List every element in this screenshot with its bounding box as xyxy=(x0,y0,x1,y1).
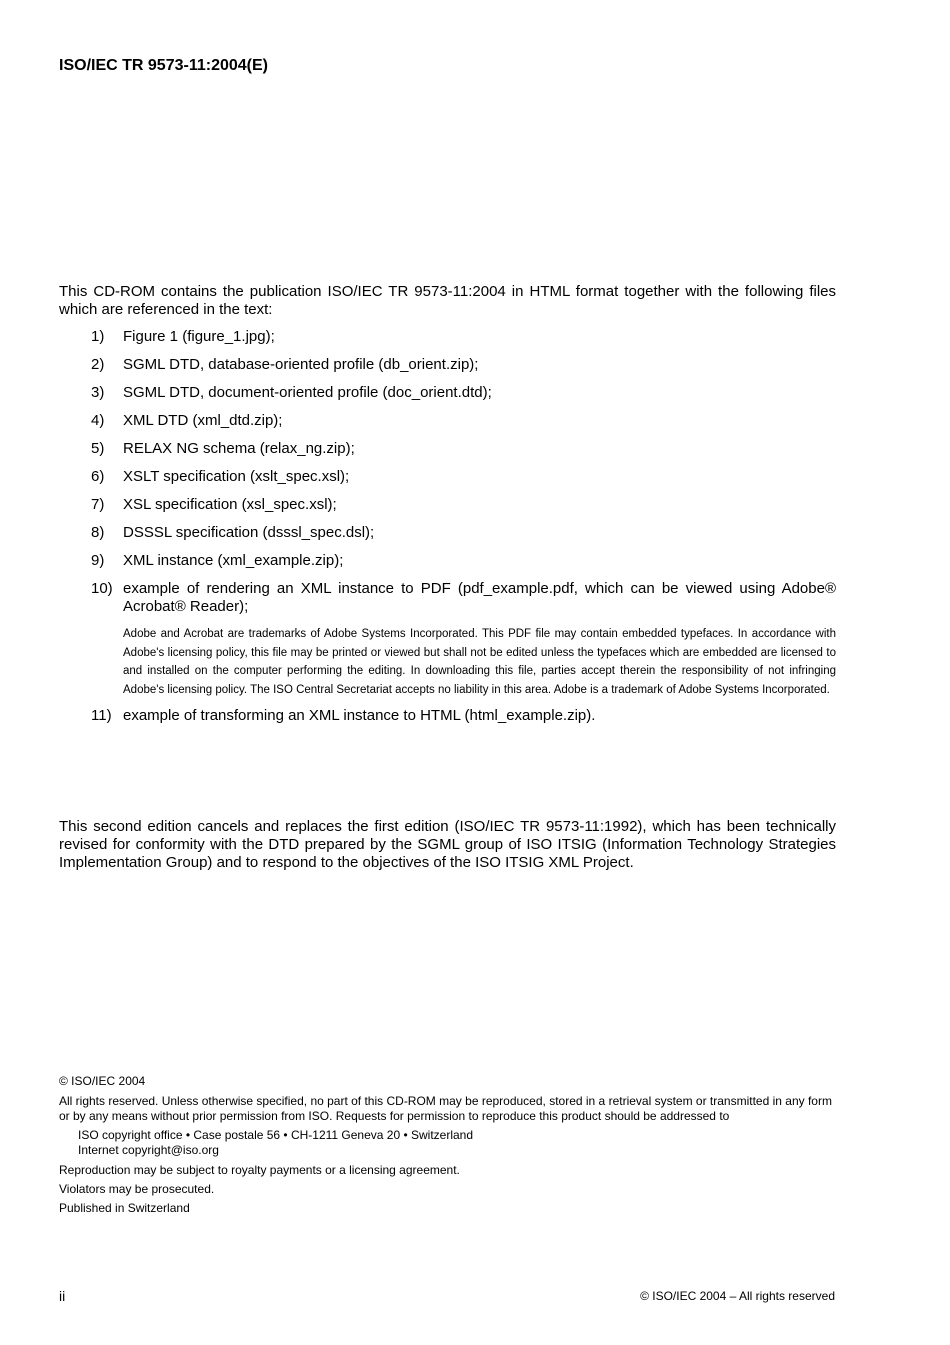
intro-paragraph: This CD-ROM contains the publication ISO/IEC TR 9573-11:2004 in HTML format together with the following files which are referenced in the text: xyxy=(59,283,836,318)
trademark-note xyxy=(59,625,836,699)
list-text: RELAX NG schema (relax_ng.zip); xyxy=(123,440,355,457)
list-item xyxy=(59,524,836,542)
list-number: 6) xyxy=(91,468,105,485)
page-number: ii xyxy=(59,1288,66,1304)
copyright-line: © ISO/IEC 2004 xyxy=(59,1074,146,1088)
list-text: example of transforming an XML instance to HTML (html_example.zip). xyxy=(123,707,596,724)
list-number: 1) xyxy=(91,328,105,345)
list-number: 3) xyxy=(91,384,105,401)
violators-note: Violators may be prosecuted. xyxy=(59,1182,215,1196)
copyright-rights: All rights reserved. Unless otherwise specified, no part of this CD-ROM may be reproduced, stored in a retrieval system or transmitted in any form or by any means without prior permission from ISO. Requests for permission to reproduce this product should be addressed to xyxy=(59,1094,832,1123)
list-number: 2) xyxy=(91,356,105,373)
list-item xyxy=(59,412,836,430)
document-header: ISO/IEC TR 9573-11:2004(E) xyxy=(59,57,268,74)
list-item xyxy=(59,496,836,514)
list-item xyxy=(59,552,836,570)
list-number: 7) xyxy=(91,496,105,513)
list-text: SGML DTD, document-oriented profile (doc_orient.dtd); xyxy=(123,384,492,401)
list-number: 10) xyxy=(91,580,113,597)
list-text: example of rendering an XML instance to PDF (pdf_example.pdf, which can be viewed using Adobe® Acrobat® Reader); xyxy=(123,580,836,615)
list-text: XML DTD (xml_dtd.zip); xyxy=(123,412,283,429)
trademark-text-adobe: Adobe is a trademark of Adobe Systems Incorporated. xyxy=(553,683,830,696)
list-number: 4) xyxy=(91,412,105,429)
list-number: 5) xyxy=(91,440,105,457)
list-text: SGML DTD, database-oriented profile (db_orient.zip); xyxy=(123,356,479,373)
footer-copyright: © ISO/IEC 2004 – All rights reserved xyxy=(640,1289,835,1303)
list-text: XSL specification (xsl_spec.xsl); xyxy=(123,496,337,513)
trademark-text xyxy=(123,625,836,699)
trademark-text-main: Adobe and Acrobat are trademarks of Adobe Systems Incorporated. This PDF file may contain embedded typefaces. In accordance with Adobe's licensing policy, this file may be printed or viewed but shall not be edited unless the typefaces which are embedded are licensed to and installed on the computer performing the editing. In downloading this file, parties accept therein the responsibility of not infringing Adobe's licensing policy. The ISO Central Secretariat accepts no liability in this area. xyxy=(123,628,836,696)
edition-paragraph: This second edition cancels and replaces the first edition (ISO/IEC TR 9573-11:1992), which has been technically revised for conformity with the DTD prepared by the SGML group of ISO ITSIG (Information Technology Strategies Implementation Group) and to respond to the objectives of the ISO ITSIG XML Project. xyxy=(59,818,836,871)
list-item xyxy=(59,440,836,458)
file-list xyxy=(59,328,836,735)
list-text: DSSSL specification (dsssl_spec.dsl); xyxy=(123,524,375,541)
copyright-email: Internet copyright@iso.org xyxy=(78,1143,219,1157)
list-item xyxy=(59,707,836,725)
copyright-office: ISO copyright office • Case postale 56 • CH-1211 Geneva 20 • Switzerland xyxy=(78,1128,474,1142)
list-number: 11) xyxy=(91,707,112,724)
list-number: 9) xyxy=(91,552,105,569)
list-text: XML instance (xml_example.zip); xyxy=(123,552,344,569)
list-number: 8) xyxy=(91,524,105,541)
list-text: XSLT specification (xslt_spec.xsl); xyxy=(123,468,350,485)
list-item xyxy=(59,580,836,616)
royalty-note: Reproduction may be subject to royalty payments or a licensing agreement. xyxy=(59,1163,460,1177)
published-note: Published in Switzerland xyxy=(59,1201,190,1215)
copyright-block xyxy=(59,1074,839,1220)
list-text: Figure 1 (figure_1.jpg); xyxy=(123,328,275,345)
list-item xyxy=(59,384,836,402)
list-item xyxy=(59,328,836,346)
list-item xyxy=(59,356,836,374)
list-item xyxy=(59,468,836,486)
